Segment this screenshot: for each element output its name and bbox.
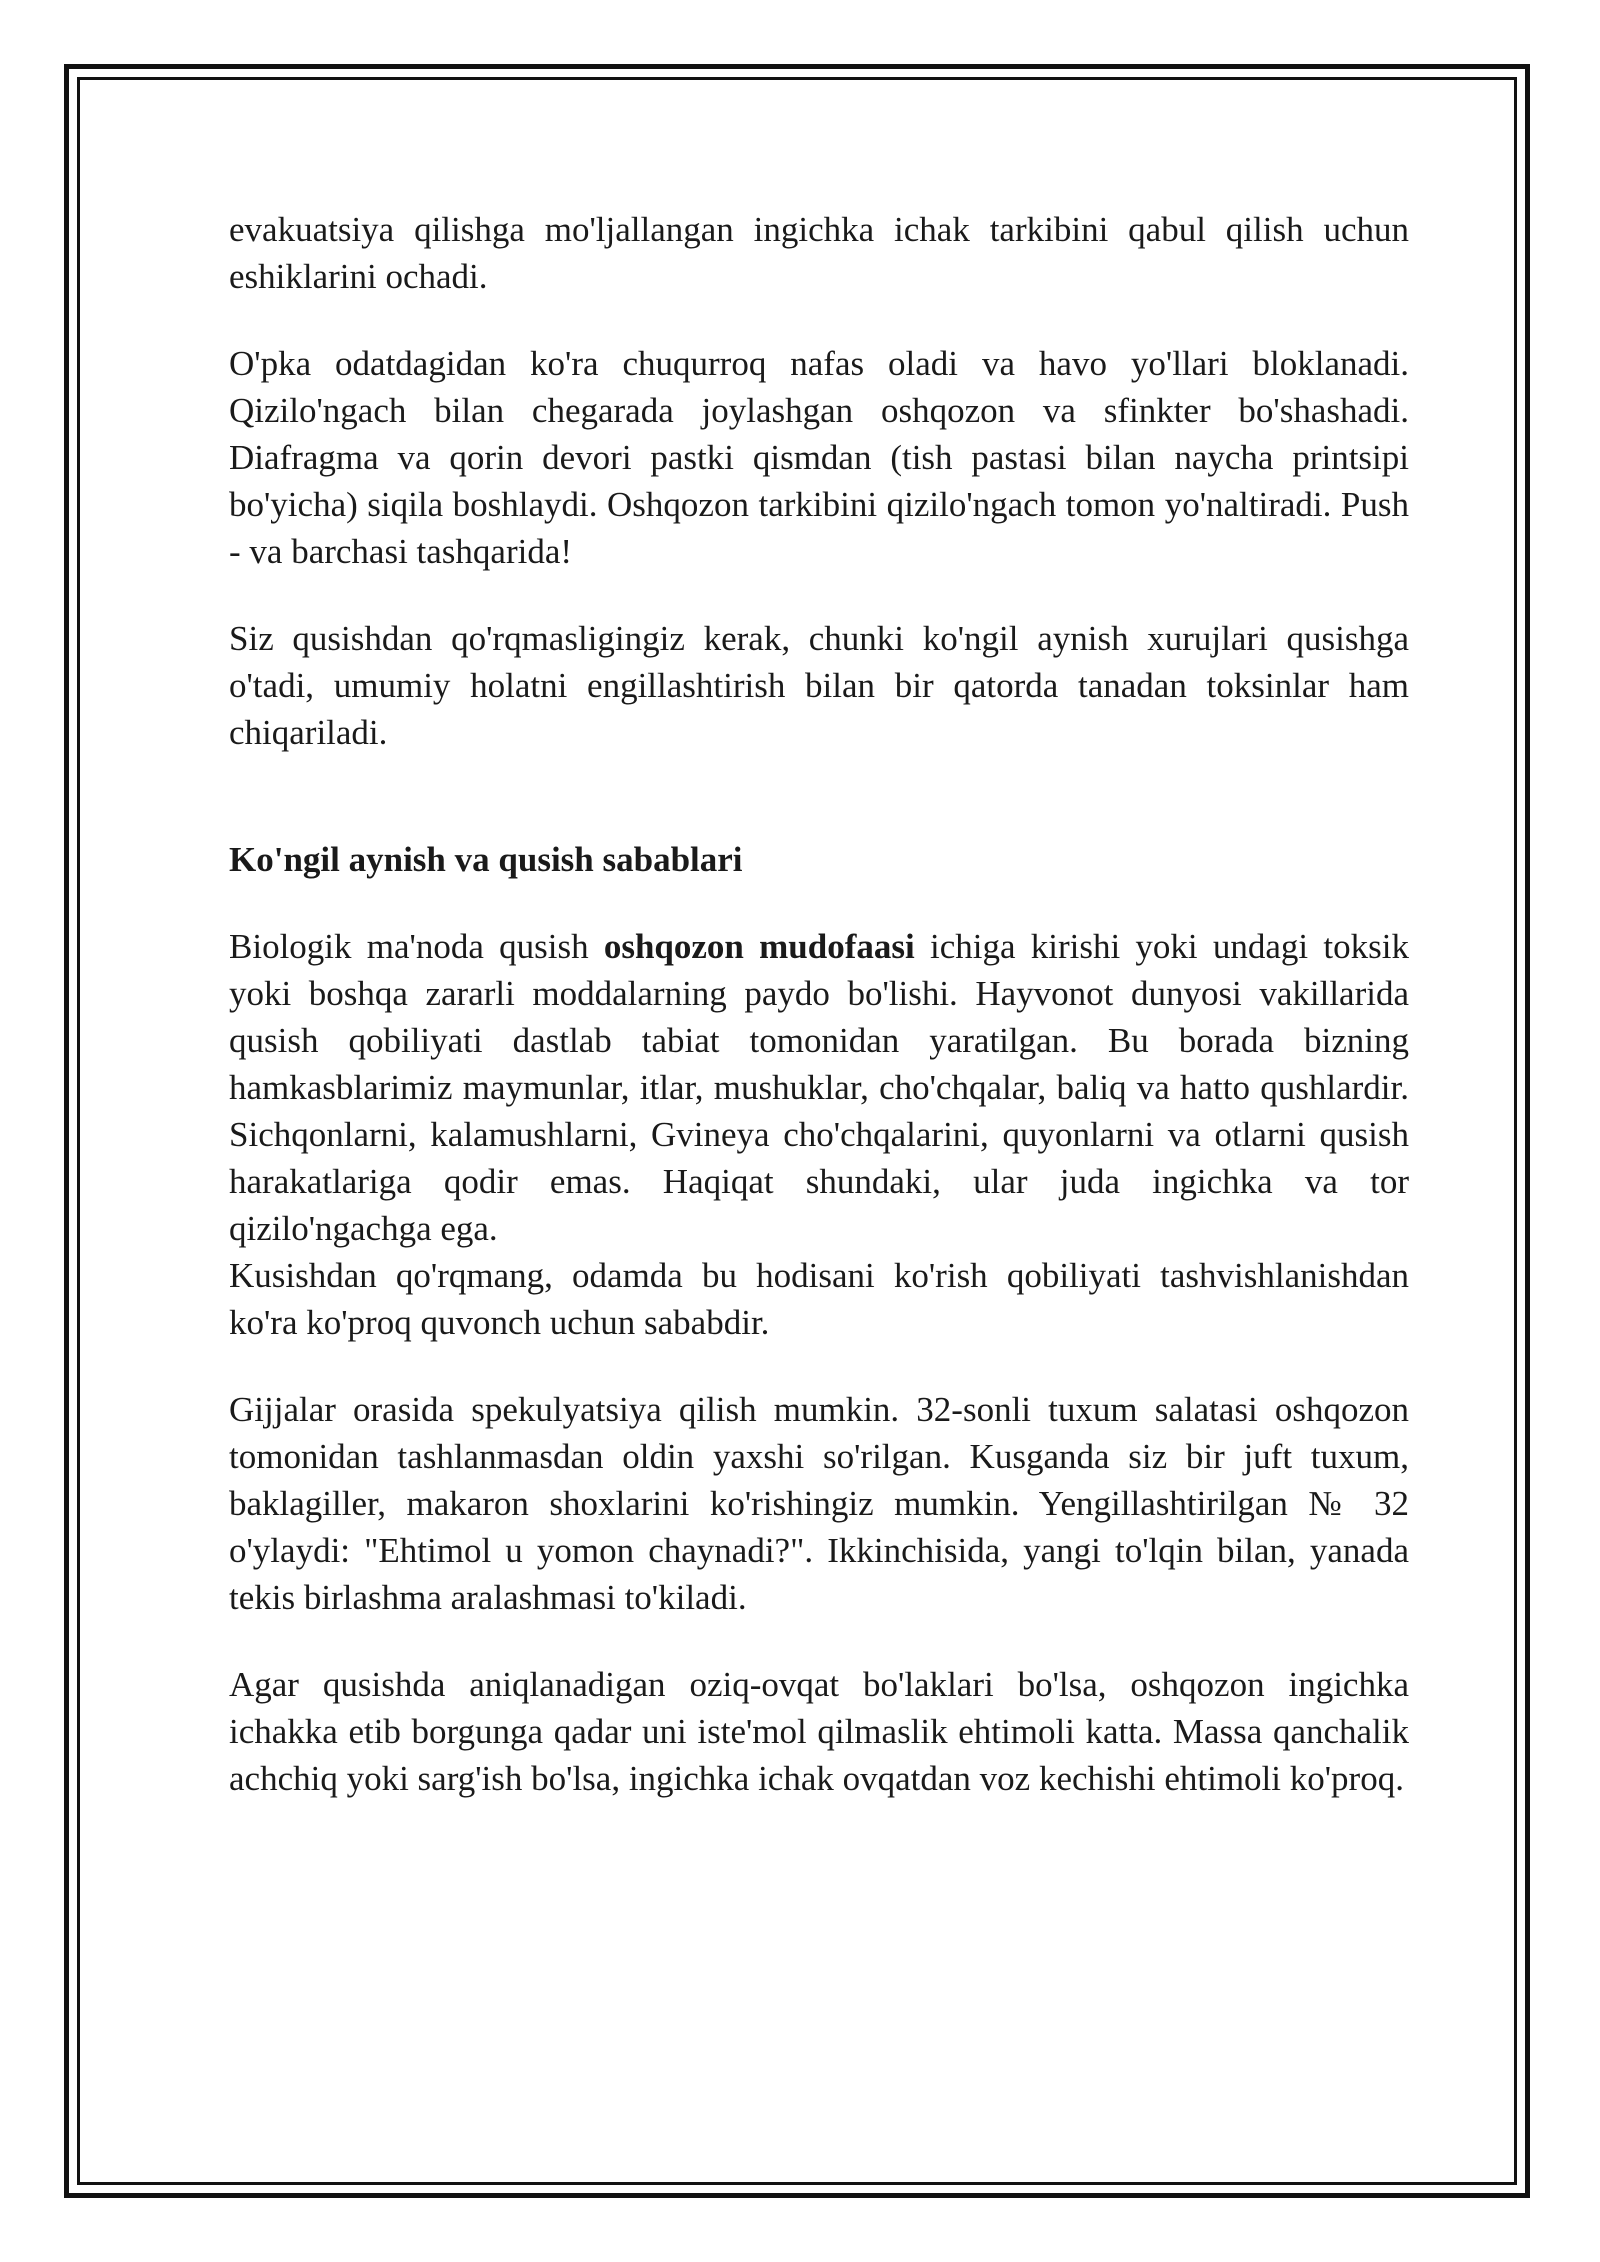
paragraph: O'pka odatdagidan ko'ra chuqurroq nafas oladi va havo yo'llari bloklanadi. Qizilo'ngach bilan chegarada joylashgan oshqozon va sfinkter bo'shashadi. Diafragma va qorin devori pastki qismdan (tish pastasi bilan naycha printsipi bo'yicha) siqila boshlaydi. Oshqozon tarkibini qizilo'ngach tomon yo'naltiradi. Push - va barchasi tashqarida! (229, 344, 1409, 571)
paragraph: Agar qusishda aniqlanadigan oziq-ovqat bo'laklari bo'lsa, oshqozon ingichka ichakka etib borgunga qadar uni iste'mol qilmaslik ehtimoli katta. Massa qanchalik achchiq yoki sarg'ish bo'lsa, ingichka ichak ovqatdan voz kechishi ehtimoli ko'proq. (229, 1665, 1409, 1798)
paragraph: evakuatsiya qilishga mo'ljallangan ingichka ichak tarkibini qabul qilish uchun eshiklarini ochadi. (229, 210, 1409, 296)
paragraph (229, 923, 1409, 1252)
paragraph-text: Biologik ma'noda qusish (229, 927, 604, 966)
section-heading: Ko'ngil aynish va qusish sabablari (229, 840, 743, 879)
paragraph: Siz qusishdan qo'rqmasligingiz kerak, chunki ko'ngil aynish xurujlari qusishga o'tadi, umumiy holatni engillashtirish bilan bir qatorda tanadan toksinlar ham chiqariladi. (229, 619, 1409, 752)
document-body (229, 206, 1409, 1802)
paragraph: Kusishdan qo'rqmang, odamda bu hodisani ko'rish qobiliyati tashvishlanishdan ko'ra ko'proq quvonch uchun sababdir. (229, 1256, 1409, 1342)
bold-term: oshqozon mudofaasi (603, 927, 915, 966)
paragraph: Gijjalar orasida spekulyatsiya qilish mumkin. 32-sonli tuxum salatasi oshqozon tomonidan tashlanmasdan oldin yaxshi so'rilgan. Kusganda siz bir juft tuxum, baklagiller, makaron shoxlarini ko'rishingiz mumkin. Yengillashtirilgan № 32 o'ylaydi: "Ehtimol u yomon chaynadi?". Ikkinchisida, yangi to'lqin bilan, yanada tekis birlashma aralashmasi to'kiladi. (229, 1390, 1409, 1617)
paragraph-text: ichiga kirishi yoki undagi toksik yoki boshqa zararli moddalarning paydo bo'lishi. Hayvonot dunyosi vakillarida qusish qobiliyati dastlab tabiat tomonidan yaratilgan. Bu borada bizning hamkasblarimiz maymunlar, itlar, mushuklar, cho'chqalar, baliq va hatto qushlardir. Sichqonlarni, kalamushlarni, Gvineya cho'chqalarini, quyonlarni va otlarni qusish harakatlariga qodir emas. Haqiqat shundaki, ular juda ingichka va tor qizilo'ngachga ega. (229, 927, 1409, 1248)
